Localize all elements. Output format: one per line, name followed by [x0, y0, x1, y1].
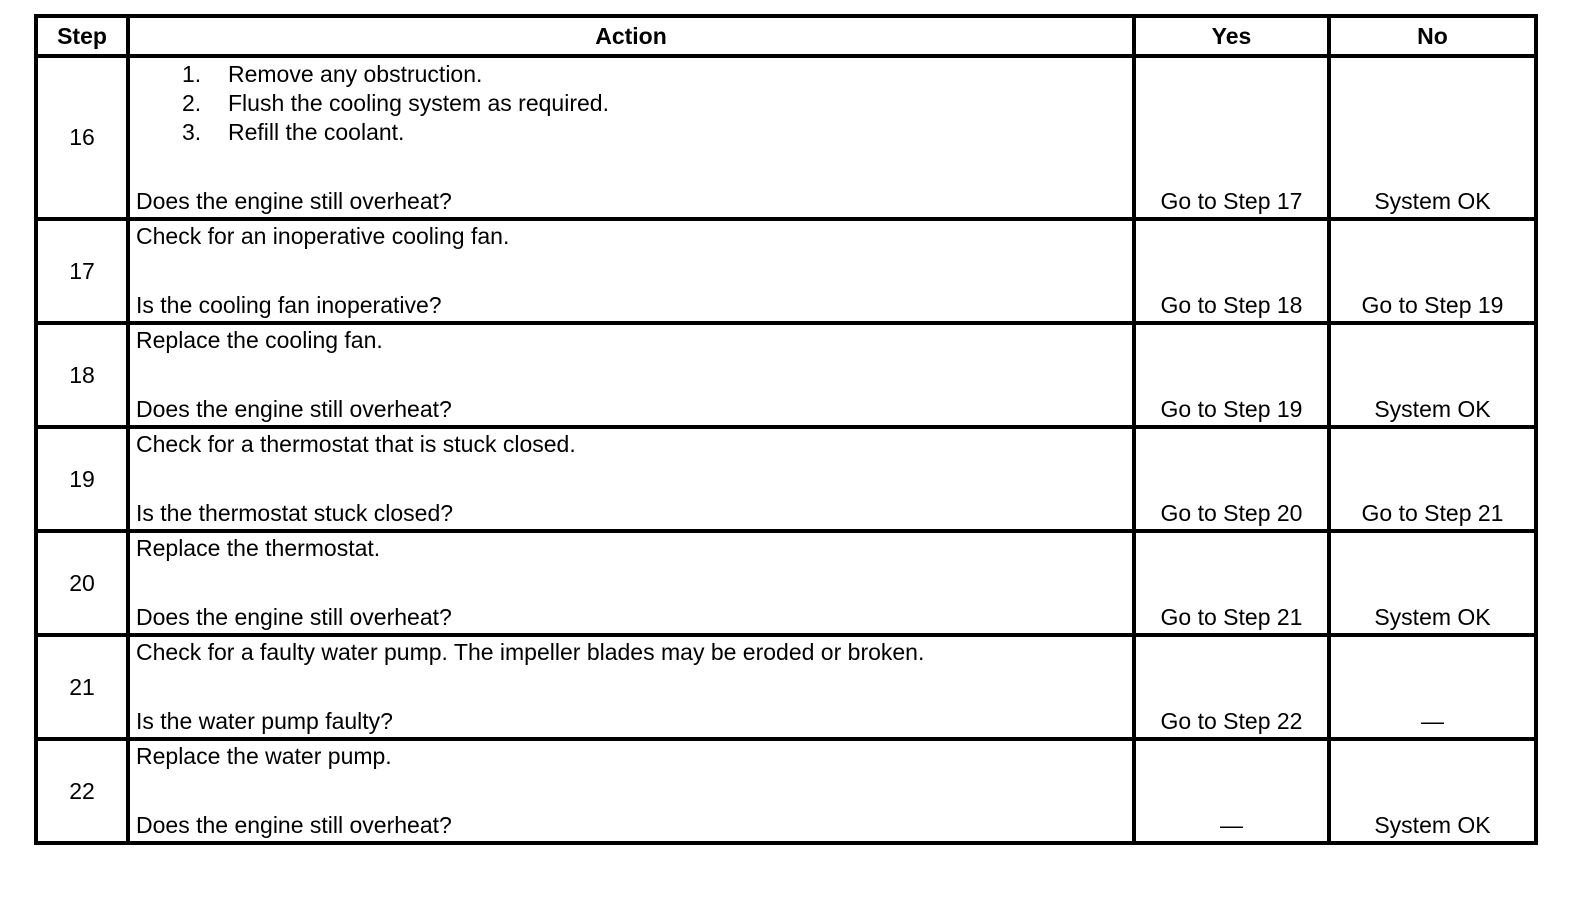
list-item-text: Remove any obstruction. [228, 61, 483, 87]
yes-result: Go to Step 21 [1160, 604, 1303, 630]
step-number: 21 [36, 635, 128, 739]
step-number: 16 [36, 56, 128, 219]
table-row [36, 739, 1536, 843]
no-cell [1329, 635, 1536, 739]
no-result: Go to Step 21 [1361, 500, 1504, 526]
no-cell [1329, 739, 1536, 843]
yes-result: Go to Step 18 [1160, 292, 1303, 318]
action-instruction: Replace the cooling fan. [136, 327, 383, 353]
no-result: — [1421, 708, 1444, 734]
action-question: Does the engine still overheat? [136, 604, 452, 630]
no-result: System OK [1374, 812, 1491, 838]
action-instruction: Replace the thermostat. [136, 535, 381, 561]
action-list [182, 60, 609, 147]
action-instruction: Check for a faulty water pump. The impeller blades may be eroded or broken. [136, 639, 925, 665]
action-question: Does the engine still overheat? [136, 812, 452, 838]
table-row [36, 56, 1536, 219]
list-item-text: Refill the coolant. [228, 119, 405, 145]
action-cell [128, 56, 1134, 219]
step-number: 22 [36, 739, 128, 843]
list-item-number: 3. [182, 119, 202, 145]
action-instruction: Replace the water pump. [136, 743, 392, 769]
action-cell [128, 323, 1134, 427]
table-row [36, 427, 1536, 531]
table-row [36, 531, 1536, 635]
action-question: Is the water pump faulty? [136, 708, 393, 734]
list-item [182, 118, 609, 147]
no-result: Go to Step 19 [1361, 292, 1504, 318]
yes-result: Go to Step 20 [1160, 500, 1303, 526]
yes-cell [1134, 531, 1329, 635]
list-item [182, 89, 609, 118]
yes-cell [1134, 739, 1329, 843]
action-cell [128, 635, 1134, 739]
step-number: 20 [36, 531, 128, 635]
header-action: Action [128, 16, 1134, 56]
list-item-text: Flush the cooling system as required. [228, 90, 609, 116]
no-result: System OK [1374, 396, 1491, 422]
step-number: 17 [36, 219, 128, 323]
list-item-number: 1. [182, 61, 202, 87]
no-cell [1329, 531, 1536, 635]
no-cell [1329, 427, 1536, 531]
action-instruction: Check for a thermostat that is stuck closed. [136, 431, 576, 457]
yes-result: — [1220, 812, 1243, 838]
step-number: 19 [36, 427, 128, 531]
diagnostic-table [34, 14, 1538, 845]
yes-result: Go to Step 22 [1160, 708, 1303, 734]
header-step: Step [36, 16, 128, 56]
yes-cell [1134, 323, 1329, 427]
header-row [36, 16, 1536, 56]
table-row [36, 635, 1536, 739]
action-cell [128, 427, 1134, 531]
yes-result: Go to Step 17 [1160, 188, 1303, 214]
action-question: Does the engine still overheat? [136, 396, 452, 422]
yes-cell [1134, 219, 1329, 323]
no-result: System OK [1374, 604, 1491, 630]
table-row [36, 219, 1536, 323]
action-cell [128, 531, 1134, 635]
action-instruction: Check for an inoperative cooling fan. [136, 223, 510, 249]
no-cell [1329, 323, 1536, 427]
header-yes: Yes [1134, 16, 1329, 56]
yes-result: Go to Step 19 [1160, 396, 1303, 422]
header-no: No [1329, 16, 1536, 56]
no-cell [1329, 56, 1536, 219]
action-question: Does the engine still overheat? [136, 188, 452, 214]
action-question: Is the thermostat stuck closed? [136, 500, 454, 526]
no-cell [1329, 219, 1536, 323]
list-item-number: 2. [182, 90, 202, 116]
yes-cell [1134, 635, 1329, 739]
action-cell [128, 219, 1134, 323]
no-result: System OK [1374, 188, 1491, 214]
table-row [36, 323, 1536, 427]
yes-cell [1134, 427, 1329, 531]
action-cell [128, 739, 1134, 843]
list-item [182, 60, 609, 89]
step-number: 18 [36, 323, 128, 427]
yes-cell [1134, 56, 1329, 219]
action-question: Is the cooling fan inoperative? [136, 292, 442, 318]
